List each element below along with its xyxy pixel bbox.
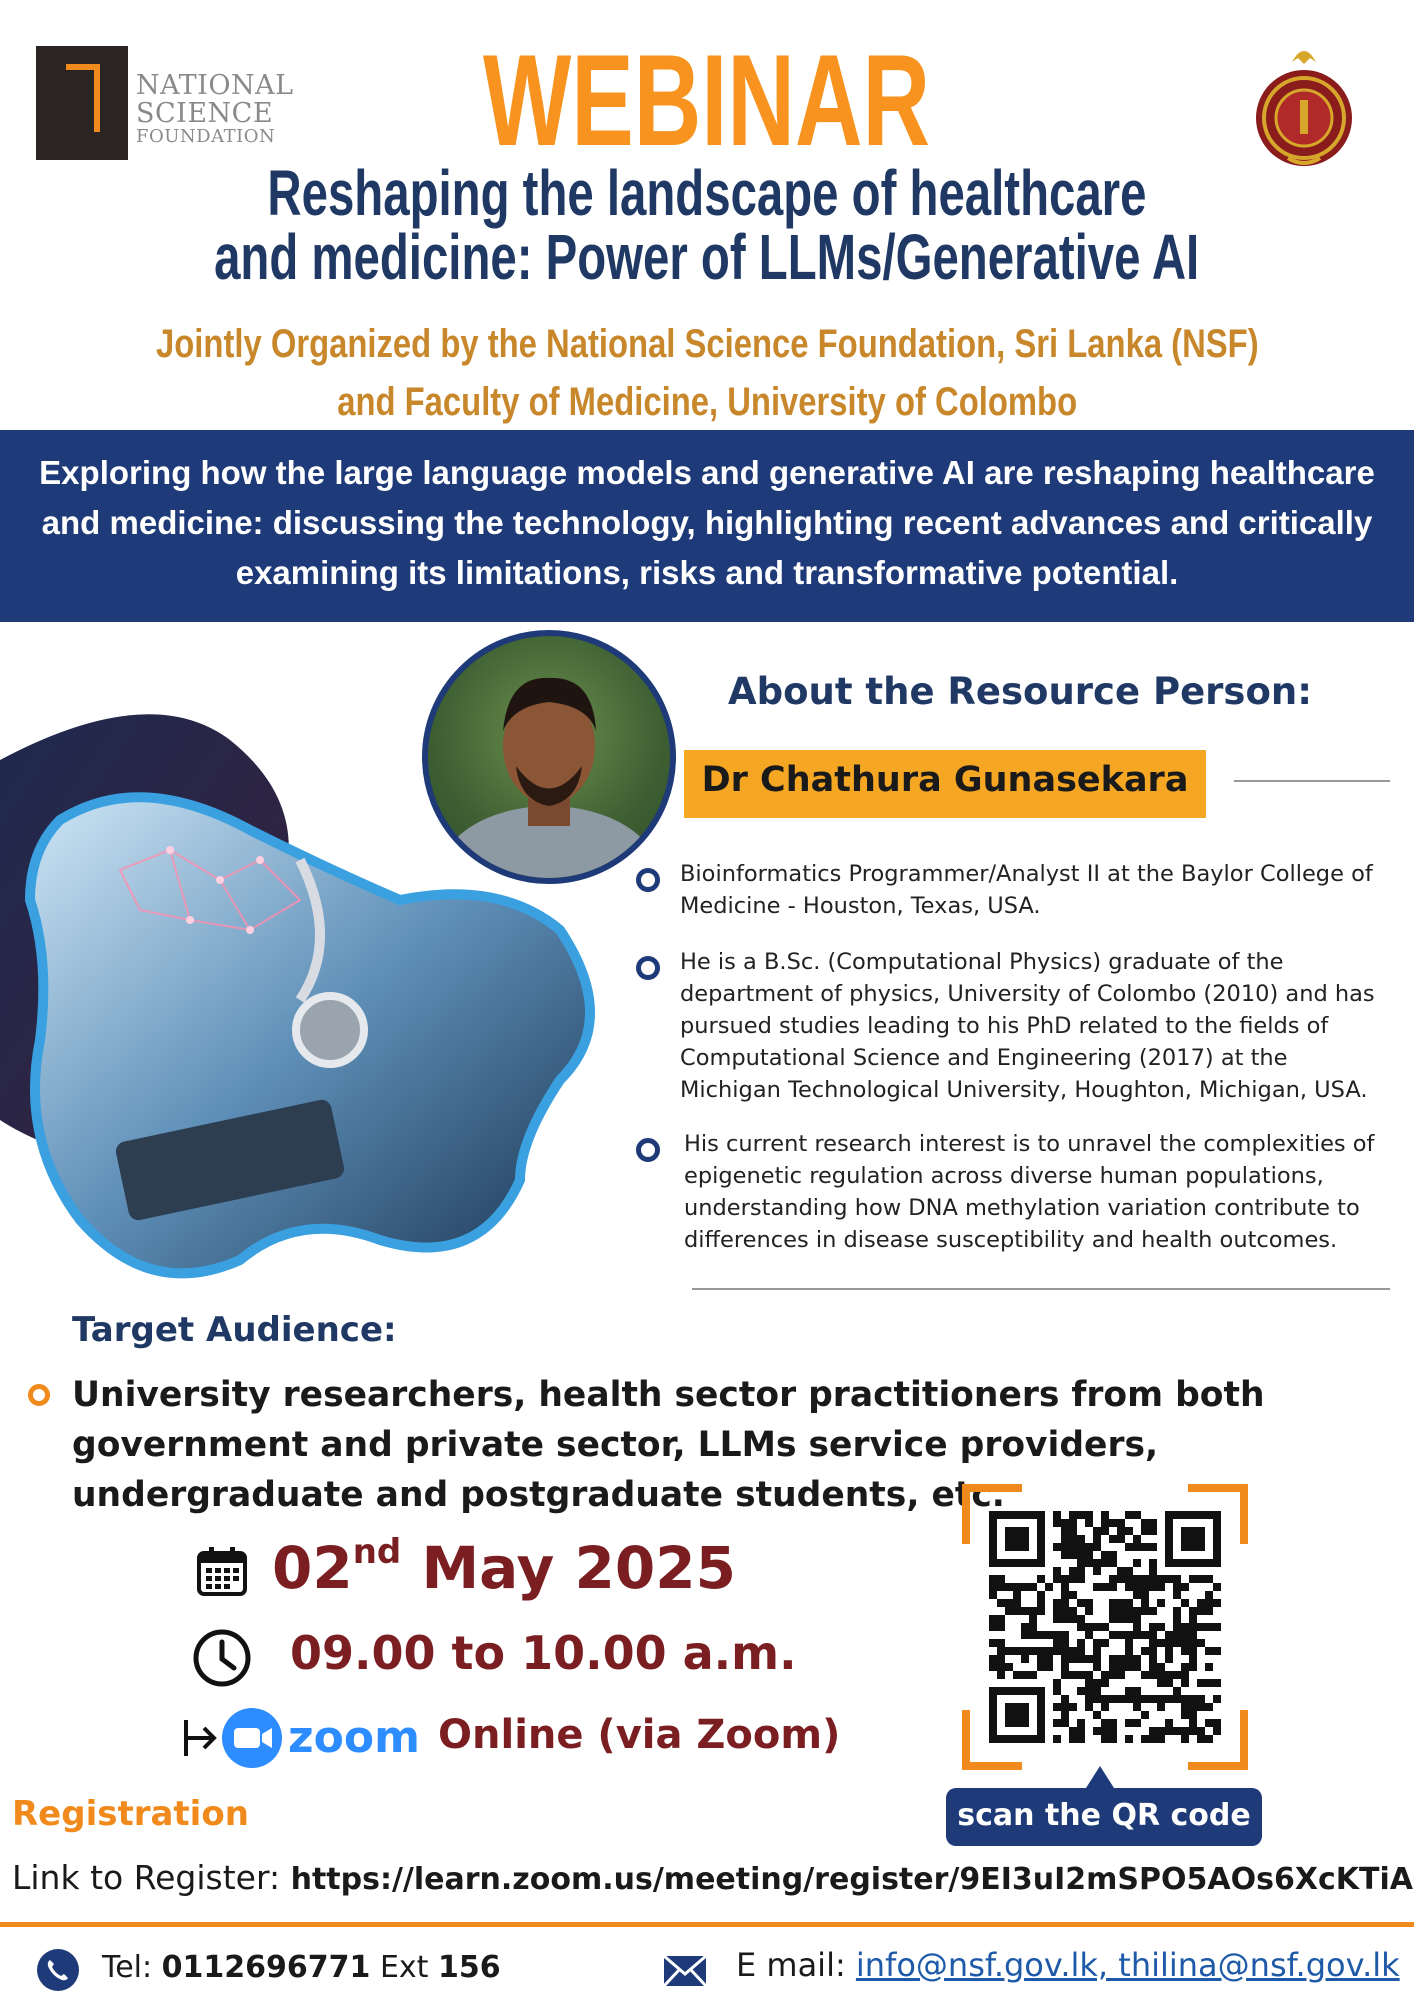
qr-pointer bbox=[1086, 1766, 1114, 1788]
bullet-icon bbox=[636, 1138, 660, 1162]
audience-text: University researchers, health sector practitioners from both government and private sector, LLMs service providers, undergraduate and postgraduate students, etc. bbox=[72, 1375, 1265, 1515]
event-time: 09.00 to 10.00 a.m. bbox=[290, 1626, 797, 1680]
bullet-icon bbox=[28, 1384, 50, 1406]
zoom-icon bbox=[180, 1706, 430, 1770]
divider bbox=[1234, 780, 1390, 782]
bio-item: His current research interest is to unravel the complexities of epigenetic regulation across diverse human populations, understanding how DNA methylation variation contribute to differences in disease susceptibility and health outcomes. bbox=[684, 1131, 1375, 1253]
webinar-heading: WEBINAR bbox=[483, 27, 931, 173]
title-line-1: Reshaping the landscape of healthcare bbox=[267, 157, 1147, 229]
description-text: Exploring how the large language models and generative AI are reshaping healthcare and medicine: discussing the technology, highlighting recent advances and critically examining its limitations, risks and transformative potential. bbox=[39, 454, 1375, 591]
registration-link-label: Link to Register: bbox=[12, 1858, 291, 1897]
nsf-wordmark-line: SCIENCE bbox=[136, 98, 274, 129]
about-heading: About the Resource Person: bbox=[727, 670, 1312, 713]
nsf-wordmark-line: NATIONAL bbox=[136, 70, 294, 101]
footer-divider bbox=[0, 1922, 1414, 1927]
qr-code[interactable] bbox=[962, 1484, 1248, 1770]
registration-link[interactable]: https://learn.zoom.us/meeting/register/9EI3uI2mSPO5AOs6XcKTiA bbox=[290, 1862, 1413, 1897]
calendar-icon bbox=[196, 1545, 248, 1597]
bio-item: Bioinformatics Programmer/Analyst II at the Baylor College of Medicine - Houston, Texas, USA. bbox=[680, 861, 1373, 919]
event-date: 02nd May 2025 bbox=[272, 1532, 736, 1602]
nsf-wordmark-line: FOUNDATION bbox=[136, 126, 276, 147]
mail-icon bbox=[662, 1954, 708, 1988]
audience-heading: Target Audience: bbox=[72, 1310, 397, 1350]
email: E mail: info@nsf.gov.lk, thilina@nsf.gov.lk bbox=[736, 1946, 1400, 1984]
qr-label: scan the QR code bbox=[957, 1798, 1251, 1833]
clock-icon bbox=[192, 1628, 252, 1688]
bullet-icon bbox=[636, 868, 660, 892]
registration-line bbox=[12, 1858, 1413, 1897]
title-line-2: and medicine: Power of LLMs/Generative AI bbox=[214, 221, 1200, 293]
organizer-line-1: Jointly Organized by the National Science Foundation, Sri Lanka (NSF) bbox=[155, 322, 1259, 366]
email-links[interactable]: info@nsf.gov.lk, thilina@nsf.gov.lk bbox=[855, 1946, 1400, 1984]
organizer-line-2: and Faculty of Medicine, University of Colombo bbox=[337, 380, 1077, 424]
speaker-photo bbox=[422, 630, 676, 884]
university-crest-icon bbox=[1244, 40, 1364, 170]
bullet-icon bbox=[636, 956, 660, 980]
divider bbox=[692, 1288, 1390, 1290]
zoom-logo-text: zoom bbox=[288, 1712, 420, 1763]
phone-icon bbox=[36, 1948, 80, 1992]
speaker-name: Dr Chathura Gunasekara bbox=[701, 760, 1189, 800]
telephone: Tel: 0112696771 Ext 156 bbox=[102, 1950, 501, 1985]
event-mode: Online (via Zoom) bbox=[438, 1712, 841, 1758]
bio-item: He is a B.Sc. (Computational Physics) graduate of the department of physics, University of Colombo (2010) and has pursued studies leading to his PhD related to the fields of Computational Science and Engineering (2017) at the Michigan Technological University, Houghton, Michigan, USA. bbox=[680, 949, 1375, 1103]
registration-heading: Registration bbox=[12, 1794, 249, 1834]
